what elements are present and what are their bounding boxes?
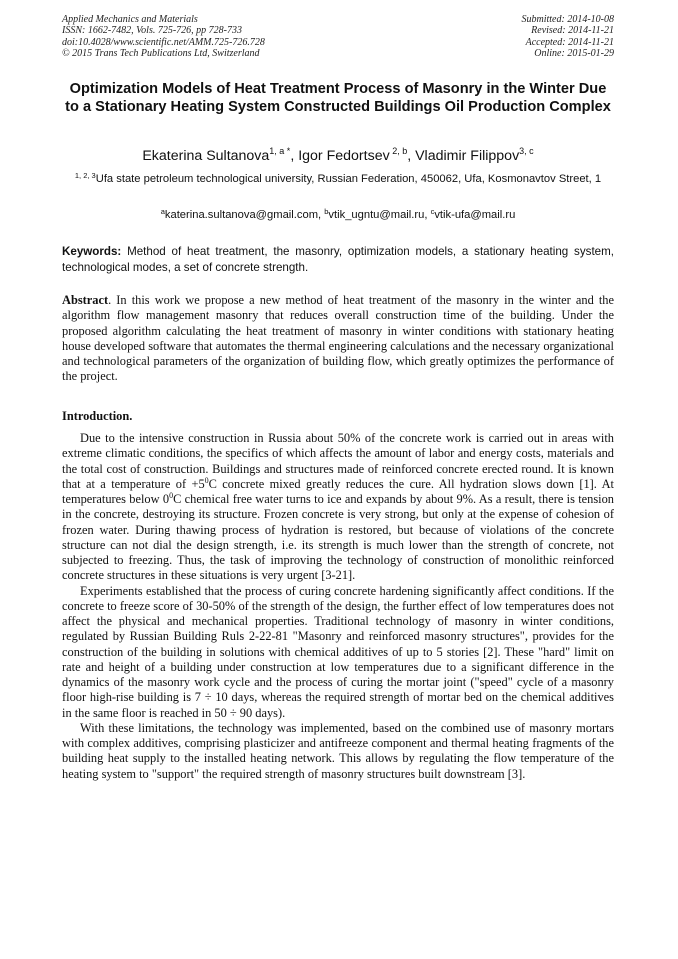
author-name: Vladimir Filippov — [415, 148, 520, 164]
paragraph — [62, 431, 614, 584]
email-link[interactable]: katerina.sultanova@gmail.com — [164, 209, 319, 221]
email-sup: a — [160, 207, 165, 216]
email-sup: b — [324, 207, 329, 216]
author-affil-sup: 2, b — [389, 146, 408, 156]
email-separator: , — [424, 209, 431, 221]
affiliation-sup: 1, 2, 3 — [74, 171, 96, 180]
paragraph-text: C concrete mixed greatly reduces the cure. All hydration slows down [1]. At temperatures below 0 — [62, 476, 614, 506]
paragraph: Experiments established that the process of curing concrete hardening significantly affect conditions. If the concrete to freeze score of 30-50% of the strength of the design, the further effect of low temperatures does not affect the physical and mechanical properties. Traditional technology of masonry in winter conditions, regulated by Russian Building Ruls 2-22-81 "Masonry and reinforced masonry structures", provides for the construction of the building in solutions with chemical additives of up to 5 stories [2]. These "hard" limit on rate and height of a building under construction at low temperatures due to a significant difference in the dynamics of the masonry work cycle and the process of curing the mortar joint ("speed" cycle of a masonry floor high-rise building is 7 ÷ 10 days, whereas the required strength of mortar bed on the chemical additives in the same floor is reached in 50 ÷ 90 days). — [62, 583, 614, 720]
journal-copyright: © 2015 Trans Tech Publications Ltd, Switzerland — [62, 48, 260, 60]
author-list — [62, 147, 614, 165]
journal-info — [62, 14, 265, 60]
journal-name: Applied Mechanics and Materials — [62, 14, 198, 25]
paragraph: With these limitations, the technology was implemented, based on the combined use of masonry mortars with complex additives, comprising plasticizer and antifreeze component and thermal heating fragments of the building heat supply to the installed heating network. This allows by regulating the flow temperature of the heating system to "support" the required strength of masonry structures built downstream [3]. — [62, 720, 614, 781]
paper-title: Optimization Models of Heat Treatment Process of Masonry in the Winter Due to a Stationary Heating System Constructed Buildings Oil Production Complex — [65, 81, 611, 115]
abstract-label: Abstract — [62, 293, 109, 307]
keywords-label: Keywords: — [62, 245, 122, 258]
affiliation-text: Ufa state petroleum technological university, Russian Federation, 450062, Ufa, Kosmonavtov Street, 1 — [95, 173, 602, 185]
degree-sup: 0 — [169, 491, 174, 500]
email-link[interactable]: vtik-ufa@mail.ru — [434, 209, 516, 221]
paragraph-text: C chemical free water turns to ice and expands by about 9%. As a result, there is tension in the concrete, destroying its structure. Frozen concrete is very strong, but only at the expense of cohesion of frozen water. During thawing process of hydration is restored, but because of violations of the concrete structure can not dial the design strength, i.e. its strength is much lower than the strength of concrete, not subjected to freezing. Thus, the task of improving the technology of construction of monolithic reinforced concrete structures in these situations is very urgent [3-21]. — [62, 492, 614, 583]
author-emails — [62, 208, 614, 223]
section-heading: Introduction. — [62, 409, 133, 423]
date-online: Online: 2015-01-29 — [534, 48, 614, 60]
author-separator: , — [407, 148, 416, 164]
email-separator: , — [318, 209, 325, 221]
degree-sup: 0 — [204, 475, 209, 485]
affiliation — [62, 172, 614, 188]
author-affil-sup: 3, c — [519, 146, 534, 156]
section-body — [62, 431, 614, 782]
date-submitted: Submitted: 2014-10-08 — [521, 14, 614, 25]
journal-doi: doi:10.4028/www.scientific.net/AMM.725-726.728 — [62, 36, 265, 48]
keywords-text: Method of heat treatment, the masonry, optimization models, a stationary heating system, technological modes, a set of concrete strength. — [62, 245, 614, 274]
date-accepted: Accepted: 2014-11-21 — [525, 36, 614, 48]
paragraph-text: Due to the intensive construction in Russia about 50% of the concrete work is carried out in areas with extreme climatic conditions, the specifics of which affects the amount of labor and energy costs, materials and the total cost of construction. Buildings and structures made of reinforced concrete erected round. It is known that at a temperature of +5 — [62, 431, 614, 491]
keywords — [62, 244, 614, 275]
author-name: Igor Fedortsev — [298, 148, 390, 164]
author-affil-sup: 1, a * — [269, 146, 291, 156]
publication-dates — [522, 14, 615, 60]
email-sup: c — [430, 207, 435, 216]
date-revised: Revised: 2014-11-21 — [531, 25, 614, 37]
abstract-text: . In this work we propose a new method of heat treatment of the masonry in the winter and the algorithm flow management masonry that reduces overall construction time of the building. Under the proposed algorithm calculating the heat treatment of masonry in winter conditions with stationary heating house developed software that automates the thermal engineering calculations and the necessary organizational and technological parameters of the organization of building flow, which greatly optimizes the performance of the project. — [62, 293, 614, 384]
author-separator: , — [290, 148, 299, 164]
author-name: Ekaterina Sultanova — [142, 148, 270, 164]
journal-issn: ISSN: 1662-7482, Vols. 725-726, pp 728-733 — [62, 25, 242, 37]
email-link[interactable]: vtik_ugntu@mail.ru — [328, 209, 425, 221]
abstract — [62, 293, 614, 385]
